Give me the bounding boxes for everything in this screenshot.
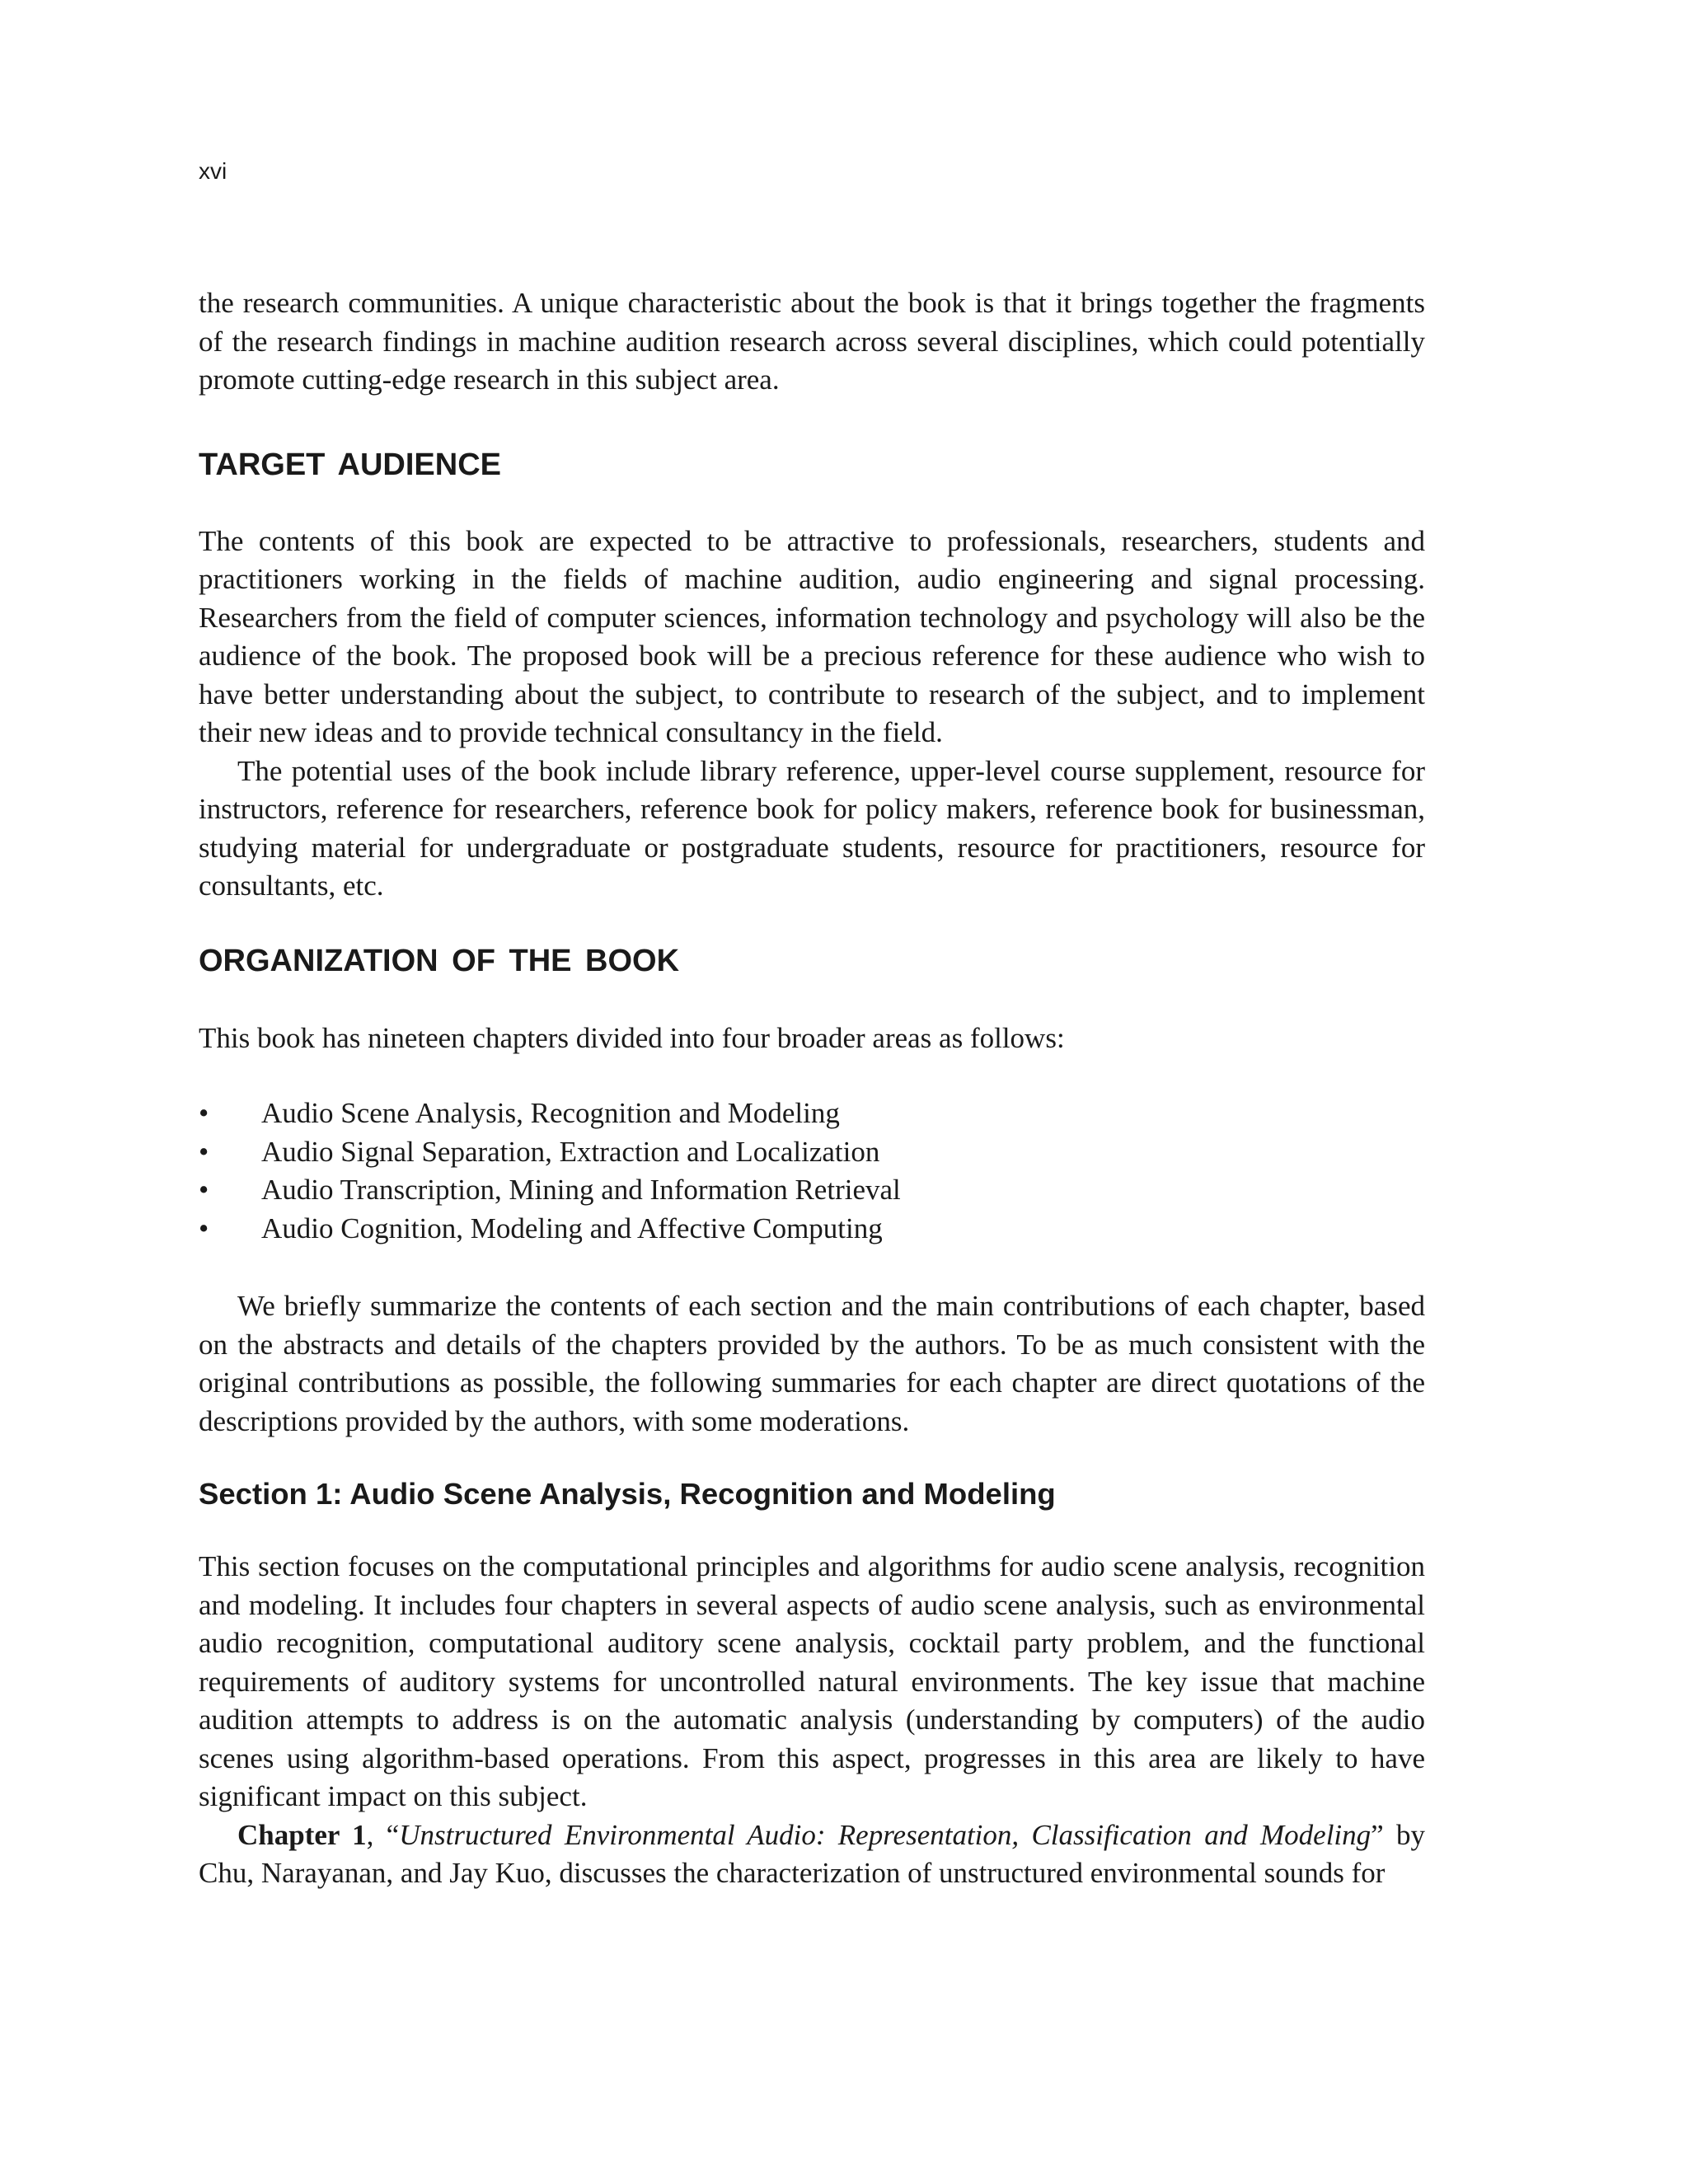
bullet-icon: •: [199, 1097, 209, 1129]
page-content: [199, 284, 1425, 1893]
list-item-text: Audio Scene Analysis, Recognition and Modeling: [261, 1097, 840, 1129]
list-item-text: Audio Cognition, Modeling and Affective Computing: [261, 1212, 883, 1244]
chapter-1-title: Unstructured Environmental Audio: Representation, Classification and Modeling: [399, 1818, 1372, 1851]
target-audience-heading: TARGET AUDIENCE: [199, 447, 501, 482]
organization-heading: ORGANIZATION OF THE BOOK: [199, 943, 680, 978]
chapter-1-summary: [199, 1816, 1425, 1893]
intro-paragraph: the research communities. A unique characteristic about the book is that it brings together the fragments of the research findings in machine audition research across several disciplines, which could potentially promote cutting-edge research in this subject area.: [199, 287, 1425, 396]
list-item-text: Audio Transcription, Mining and Information Retrieval: [261, 1174, 901, 1206]
organization-summary: We briefly summarize the contents of each section and the main contributions of each chapter, based on the abstracts and details of the chapters provided by the authors. To be as much consistent with the original contributions as possible, the following summaries for each chapter are direct quotations of the descriptions provided by the authors, with some moderations.: [199, 1290, 1425, 1437]
target-audience-paragraph-2: The potential uses of the book include library reference, upper-level course supplement, resource for instructors, reference for researchers, reference book for policy makers, reference book for businessman, studying material for undergraduate or postgraduate students, resource for practitioners, resource for consultants, etc.: [199, 754, 1425, 902]
list-item: [199, 1133, 1425, 1172]
chapter-1-separator: , “: [366, 1818, 400, 1851]
list-item: [199, 1171, 1425, 1210]
chapter-1-description: ” by Chu, Narayanan, and Jay Kuo, discusses the characterization of unstructured environmental sounds for: [199, 1818, 1425, 1889]
section-1-paragraph: This section focuses on the computational principles and algorithms for audio scene analysis, recognition and modeling. It includes four chapters in several aspects of audio scene analysis, such as environmental audio recognition, computational auditory scene analysis, cocktail party problem, and the functional requirements of auditory systems for uncontrolled natural environments. The key issue that machine audition attempts to address is on the automatic analysis (understanding by computers) of the audio scenes using algorithm-based operations. From this aspect, progresses in this area are likely to have significant impact on this subject.: [199, 1550, 1425, 1812]
bullet-icon: •: [199, 1212, 209, 1244]
bullet-icon: •: [199, 1174, 209, 1206]
areas-list: [199, 1094, 1425, 1248]
list-item: [199, 1094, 1425, 1133]
section-1-heading: Section 1: Audio Scene Analysis, Recognition and Modeling: [199, 1477, 1056, 1511]
organization-intro: This book has nineteen chapters divided into four broader areas as follows:: [199, 1021, 1065, 1054]
list-item: [199, 1210, 1425, 1249]
list-item-text: Audio Signal Separation, Extraction and Localization: [261, 1135, 880, 1168]
page-number: xvi: [199, 158, 227, 184]
chapter-1-label: Chapter 1: [237, 1818, 367, 1851]
target-audience-paragraph-1: The contents of this book are expected to be attractive to professionals, researchers, students and practitioners working in the fields of machine audition, audio engineering and signal processing. Researchers from the field of computer sciences, information technology and psychology will also be the audience of the book. The proposed book will be a precious reference for these audience who wish to have better understanding about the subject, to contribute to research of the subject, and to implement their new ideas and to provide technical consultancy in the field.: [199, 524, 1425, 748]
bullet-icon: •: [199, 1135, 209, 1168]
